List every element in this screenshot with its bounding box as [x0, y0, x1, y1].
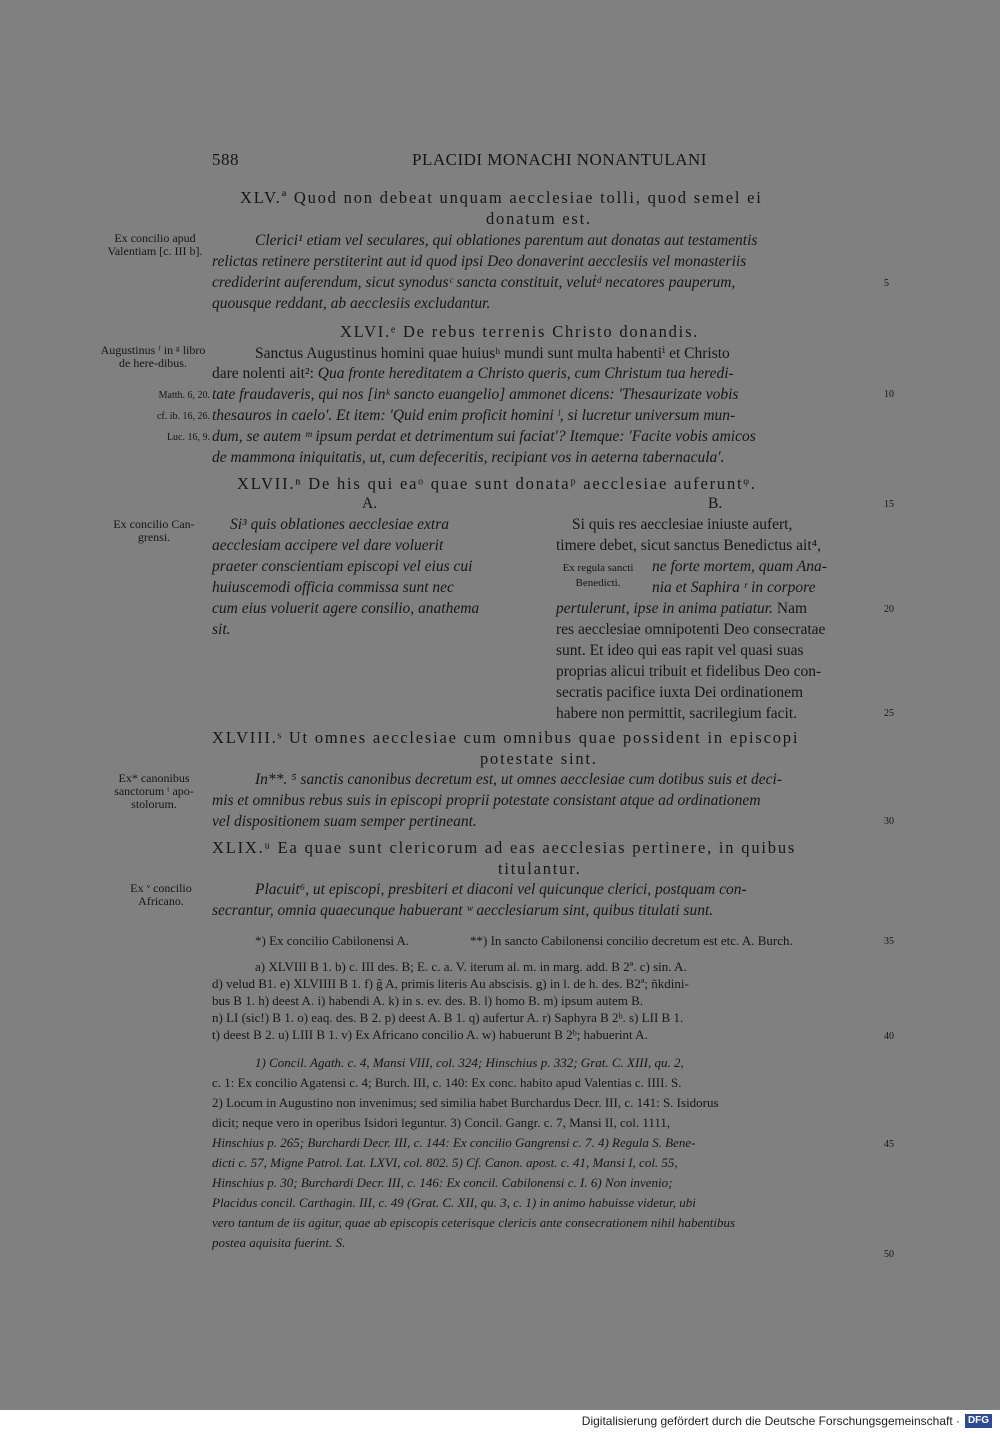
- apparatus-line: bus B 1. h) deest A. i) habendi A. k) in s. ev. des. B. l) homo B. m) ipsum autem B.: [212, 993, 644, 1008]
- text-line: mis et omnibus rebus suis in episcopi proprii potestate consistant atque ad ordinationem: [212, 792, 761, 809]
- line-number: 50: [884, 1249, 894, 1260]
- running-title: PLACIDI MONACHI NONANTULANI: [412, 150, 707, 169]
- section-xlviii-title: XLVIII.ˢ Ut omnes aecclesiae cum omnibus quae possident in episcopi: [212, 728, 800, 747]
- bible-ref: cf. ib. 16, 26.: [156, 411, 210, 422]
- column-a-line: sit.: [212, 621, 231, 638]
- section-xlvii-title: XLVII.ⁿ De his qui eaᵒ quae sunt donataᵖ aecclesiae auferuntᵠ.: [237, 474, 757, 493]
- bible-ref: Matth. 6, 20.: [158, 390, 210, 401]
- apparatus-line: d) velud B1. e) XLVIIII B 1. f) g̃ A, primis literis Au abscisis. g) in l. de h. des. B2ª; ñkdini-: [212, 976, 689, 991]
- line-number: 30: [884, 816, 894, 827]
- section-xlix-title-cont: titulantur.: [498, 859, 582, 878]
- column-a-label: A.: [362, 495, 378, 512]
- page-number: 588: [212, 150, 239, 169]
- column-b-line: proprias alicui tribuit et fidelibus Deo con-: [556, 663, 822, 680]
- source-note: c. 1: Ex concilio Agatensi c. 4; Burch. III, c. 140: Ex conc. habito apud Valentias c. IIII. S.: [212, 1075, 682, 1090]
- star-footnote: *) Ex concilio Cabilonensi A.: [255, 933, 410, 948]
- margin-note-xlvii: Ex concilio Can-grensi.: [113, 517, 195, 544]
- margin-note-xlix: Ex ᵛ concilio Africano.: [130, 881, 192, 908]
- text-line: dare nolenti ait²: Qua fronte hereditatem a Christo queris, cum Christum tua heredi-: [212, 365, 734, 382]
- bible-ref: Luc. 16, 9.: [166, 432, 210, 443]
- line-number: 15: [884, 499, 894, 510]
- text-line: de mammona iniquitatis, ut, cum defeceritis, recipiant vos in aeterna tabernacula'.: [212, 449, 725, 466]
- text-line: secrantur, omnia quaecunque habuerant ʷ aecclesiarum sint, quibus titulati sunt.: [212, 902, 714, 919]
- section-xlv-title-cont: donatum est.: [486, 209, 592, 228]
- column-a-line: Si³ quis oblationes aecclesiae extra: [230, 516, 450, 533]
- source-note: vero tantum de iis agitur, quae ab episcopis ceterisque clericis ante consecrationem nihil habentibus: [212, 1215, 736, 1230]
- text-line: crediderint auferendum, sicut synodusᶜ sancta constituit, veluṫᵈ necatores pauperum,: [212, 274, 736, 291]
- column-b-line: pertulerunt, ipse in anima patiatur. Nam: [556, 600, 808, 617]
- column-b-line: habere non permittit, sacrilegium facit.: [556, 705, 798, 722]
- text-line: relictas retinere perstiterint aut id quod ipsi Deo donaverint aecclesiis vel monasteriis: [212, 253, 747, 270]
- text-line: tate fraudaveris, qui nos [inᵏ sancto euangelio] ammonet dicens: 'Thesaurizate vobis: [212, 386, 739, 403]
- column-b-line: Si quis res aecclesiae iniuste aufert,: [572, 516, 793, 533]
- text-line: Placuit⁶, ut episcopi, presbiteri et diaconi vel quicunque clerici, postquam con-: [255, 881, 747, 898]
- apparatus-line: t) deest B 2. u) LIII B 1. v) Ex Africano concilio A. w) habuerunt B 2ᵇ; habuerint A.: [212, 1027, 648, 1042]
- apparatus-line: n) LI (sic!) B 1. o) eaq. des. B 2. p) deest A. B 1. q) aufertur A. r) Saphyra B 2ᵇ. s) LII B 1.: [212, 1010, 684, 1025]
- margin-note-xlvi: Augustinus ᶠ in ᵍ libro de here-dibus.: [100, 343, 206, 370]
- line-number: 35: [884, 936, 894, 947]
- text-line: quousque reddant, ab aecclesiis excludantur.: [212, 295, 491, 312]
- margin-note-regula: Ex regula sancti Benedicti.: [562, 562, 634, 589]
- text-line: dum, se autem ᵐ ipsum perdat et detrimentum sui faciat'? Itemque: 'Facite vobis amicos: [212, 428, 756, 445]
- line-number: 5: [884, 278, 889, 289]
- text-line: vel dispositionem suam semper pertineant.: [212, 813, 477, 830]
- line-number: 10: [884, 389, 894, 400]
- column-a-line: praeter conscientiam episcopi vel eius cui: [212, 558, 473, 575]
- column-a-line: huiuscemodi officia commissa sunt nec: [212, 579, 454, 596]
- column-b-line: nia et Saphira ʳ in corpore: [652, 579, 816, 596]
- apparatus-line: a) XLVIII B 1. b) c. III des. B; E. c. a. V. iterum al. m. in marg. add. B 2ª. c) sin. A.: [255, 959, 687, 974]
- line-number: 45: [884, 1139, 894, 1150]
- footer-bar: [0, 1410, 1000, 1434]
- text-line: Clerici¹ etiam vel seculares, qui oblationes parentum aut donatas aut testamentis: [255, 232, 758, 249]
- column-b-label: B.: [708, 495, 723, 512]
- column-b-line: res aecclesiae omnipotenti Deo consecratae: [556, 621, 826, 638]
- line-number: 20: [884, 604, 894, 615]
- source-note: Placidus concil. Carthagin. III, c. 49 (Grat. C. XII, qu. 3, c. 1) in animo habuisse videtur, ubi: [212, 1195, 696, 1210]
- section-xlviii-title-cont: potestate sint.: [480, 749, 598, 768]
- column-b-line: timere debet, sicut sanctus Benedictus ait⁴,: [556, 537, 821, 554]
- column-b-line: secratis pacifice iuxta Dei ordinationem: [556, 684, 804, 701]
- column-b-line: ne forte mortem, quam Ana-: [652, 558, 827, 575]
- margin-note-xlv: Ex concilio apud Valentiam [c. III b].: [107, 231, 203, 258]
- source-note: 2) Locum in Augustino non invenimus; sed similia habet Burchardus Decr. III, c. 141: S. Isidorus: [212, 1095, 719, 1110]
- dfg-logo: DFG: [965, 1414, 992, 1428]
- source-note: Hinschius p. 265; Burchardi Decr. III, c. 144: Ex concilio Gangrensi c. 7. 4) Regula S. Bene-: [212, 1135, 696, 1150]
- text-line: Sanctus Augustinus homini quae huiusʰ mundi sunt multa habentiⁱ et Christo: [255, 345, 730, 362]
- source-note: dicit; neque vero in operibus Isidori leguntur. 3) Concil. Gangr. c. 7, Mansi II, col. 1111,: [212, 1115, 671, 1130]
- source-note: 1) Concil. Agath. c. 4, Mansi VIII, col. 324; Hinschius p. 332; Grat. C. XIII, qu. 2,: [255, 1055, 684, 1070]
- text-line: In**. ⁵ sanctis canonibus decretum est, ut omnes aecclesiae cum dotibus suis et deci-: [255, 771, 782, 788]
- column-a-line: aecclesiam accipere vel dare voluerit: [212, 537, 444, 554]
- star-footnote: **) In sancto Cabilonensi concilio decretum est etc. A. Burch.: [470, 933, 793, 948]
- margin-note-xlviii: Ex* canonibus sanctorum ᵗ apo-stolorum.: [114, 771, 194, 811]
- funding-notice: Digitalisierung gefördert durch die Deutsche Forschungsgemeinschaft ·: [581, 1414, 960, 1428]
- column-b-line: sunt. Et ideo qui eas rapit vel quasi suas: [556, 642, 804, 659]
- column-a-line: cum eius voluerit agere consilio, anathema: [212, 600, 480, 617]
- source-note: dicti c. 57, Migne Patrol. Lat. LXVI, col. 802. 5) Cf. Canon. apost. c. 41, Mansi I, col. 55,: [212, 1155, 678, 1170]
- text-line: thesauros in caelo'. Et item: 'Quid enim proficit homini ˡ, si lucretur universum mun-: [212, 407, 736, 424]
- source-note: Hinschius p. 30; Burchardi Decr. III, c. 146: Ex concil. Cabilonensi c. I. 6) Non invenio;: [212, 1175, 673, 1190]
- section-xlv-title: XLV.ª Quod non debeat unquam aecclesiae tolli, quod semel ei: [240, 188, 763, 207]
- section-xlvi-title: XLVI.ᵉ De rebus terrenis Christo donandis.: [340, 322, 700, 341]
- line-number: 40: [884, 1031, 894, 1042]
- line-number: 25: [884, 708, 894, 719]
- source-note: postea aquisita fuerint. S.: [212, 1235, 346, 1250]
- section-xlix-title: XLIX.ᵘ Ea quae sunt clericorum ad eas aecclesias pertinere, in quibus: [212, 838, 797, 857]
